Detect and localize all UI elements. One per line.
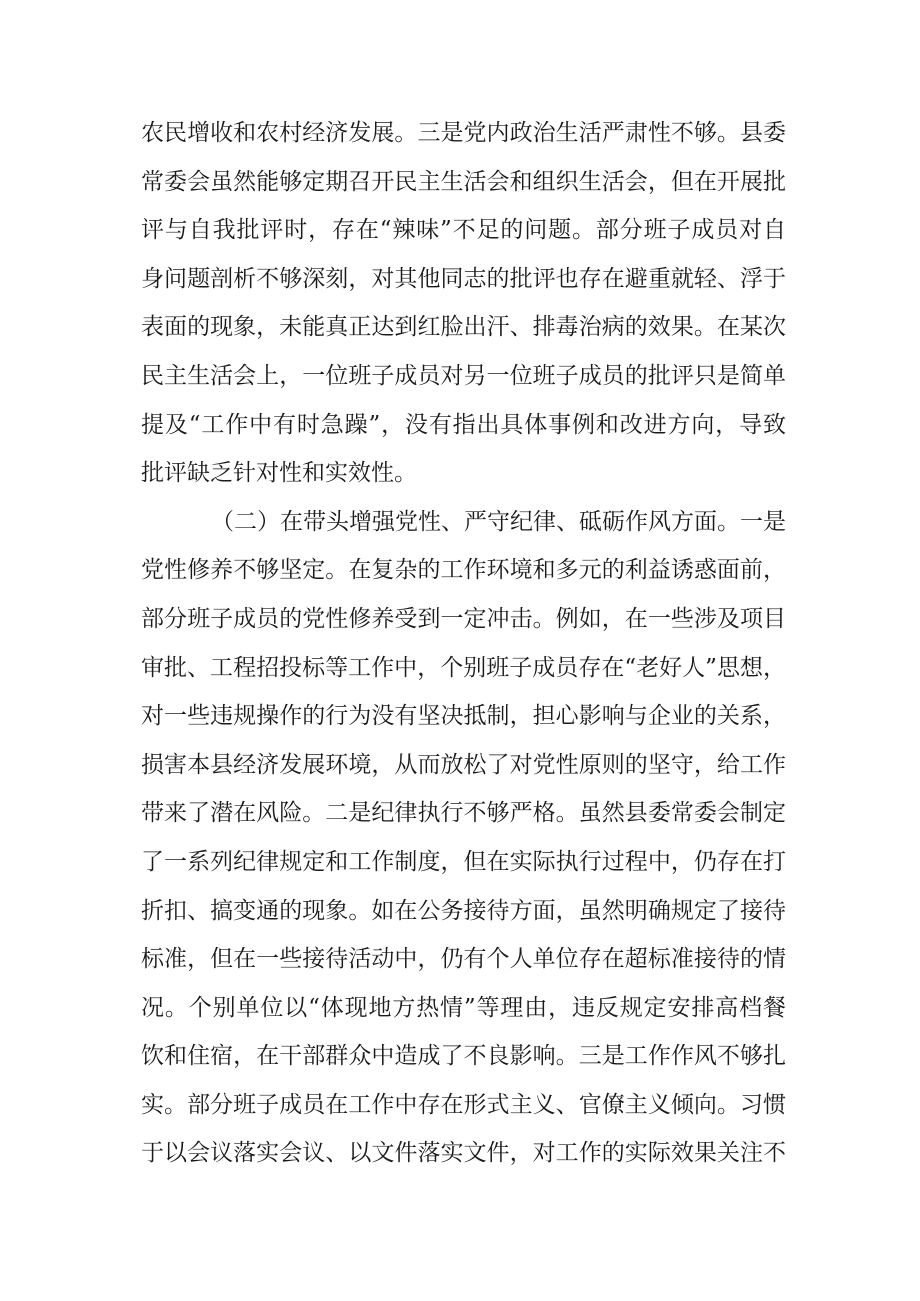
text-line: 折扣、搞变通的现象。如在公务接待方面，虽然明确规定了接待	[141, 897, 786, 924]
paragraph-2	[141, 498, 786, 1178]
text-line: 提及“工作中有时急躁”，没有指出具体事例和改进方向，导致	[141, 411, 786, 438]
text-line: 批评缺乏针对性和实效性。	[141, 460, 417, 487]
text-line: 损害本县经济发展环境，从而放松了对党性原则的坚守，给工作	[141, 751, 786, 778]
text-line: 民主生活会上，一位班子成员对另一位班子成员的批评只是简单	[141, 362, 786, 389]
text-line: 身问题剖析不够深刻，对其他同志的批评也存在避重就轻、浮于	[141, 265, 786, 292]
text-line: 带来了潜在风险。二是纪律执行不够严格。虽然县委常委会制定	[141, 800, 786, 827]
text-line: 饮和住宿，在干部群众中造成了不良影响。三是工作作风不够扎	[141, 1043, 786, 1070]
text-line: 于以会议落实会议、以文件落实文件，对工作的实际效果关注不	[141, 1140, 786, 1167]
text-line: 农民增收和农村经济发展。三是党内政治生活严肃性不够。县委	[141, 120, 786, 146]
text-line: 对一些违规操作的行为没有坚决抵制，担心影响与企业的关系，	[141, 703, 786, 730]
section-heading-line: （二）在带头增强党性、严守纪律、砥砺作风方面。一是	[211, 508, 786, 535]
text-line: 党性修养不够坚定。在复杂的工作环境和多元的利益诱惑面前，	[141, 557, 786, 584]
text-line: 评与自我批评时，存在“辣味”不足的问题。部分班子成员对自	[141, 217, 786, 244]
text-line: 部分班子成员的党性修养受到一定冲击。例如，在一些涉及项目	[141, 605, 786, 632]
text-line: 况。个别单位以“体现地方热情”等理由，违反规定安排高档餐	[141, 994, 786, 1021]
paragraph-1	[141, 109, 786, 498]
text-line: 表面的现象，未能真正达到红脸出汗、排毒治病的效果。在某次	[141, 314, 786, 341]
text-line: 审批、工程招投标等工作中，个别班子成员存在“老好人”思想，	[141, 654, 786, 681]
text-line: 常委会虽然能够定期召开民主生活会和组织生活会，但在开展批	[141, 168, 786, 195]
text-line: 实。部分班子成员在工作中存在形式主义、官僚主义倾向。习惯	[141, 1091, 786, 1118]
text-line: 标准，但在一些接待活动中，仍有个人单位存在超标准接待的情	[141, 946, 786, 973]
text-line: 了一系列纪律规定和工作制度，但在实际执行过程中，仍存在打	[141, 848, 786, 875]
body-text	[141, 109, 786, 1178]
